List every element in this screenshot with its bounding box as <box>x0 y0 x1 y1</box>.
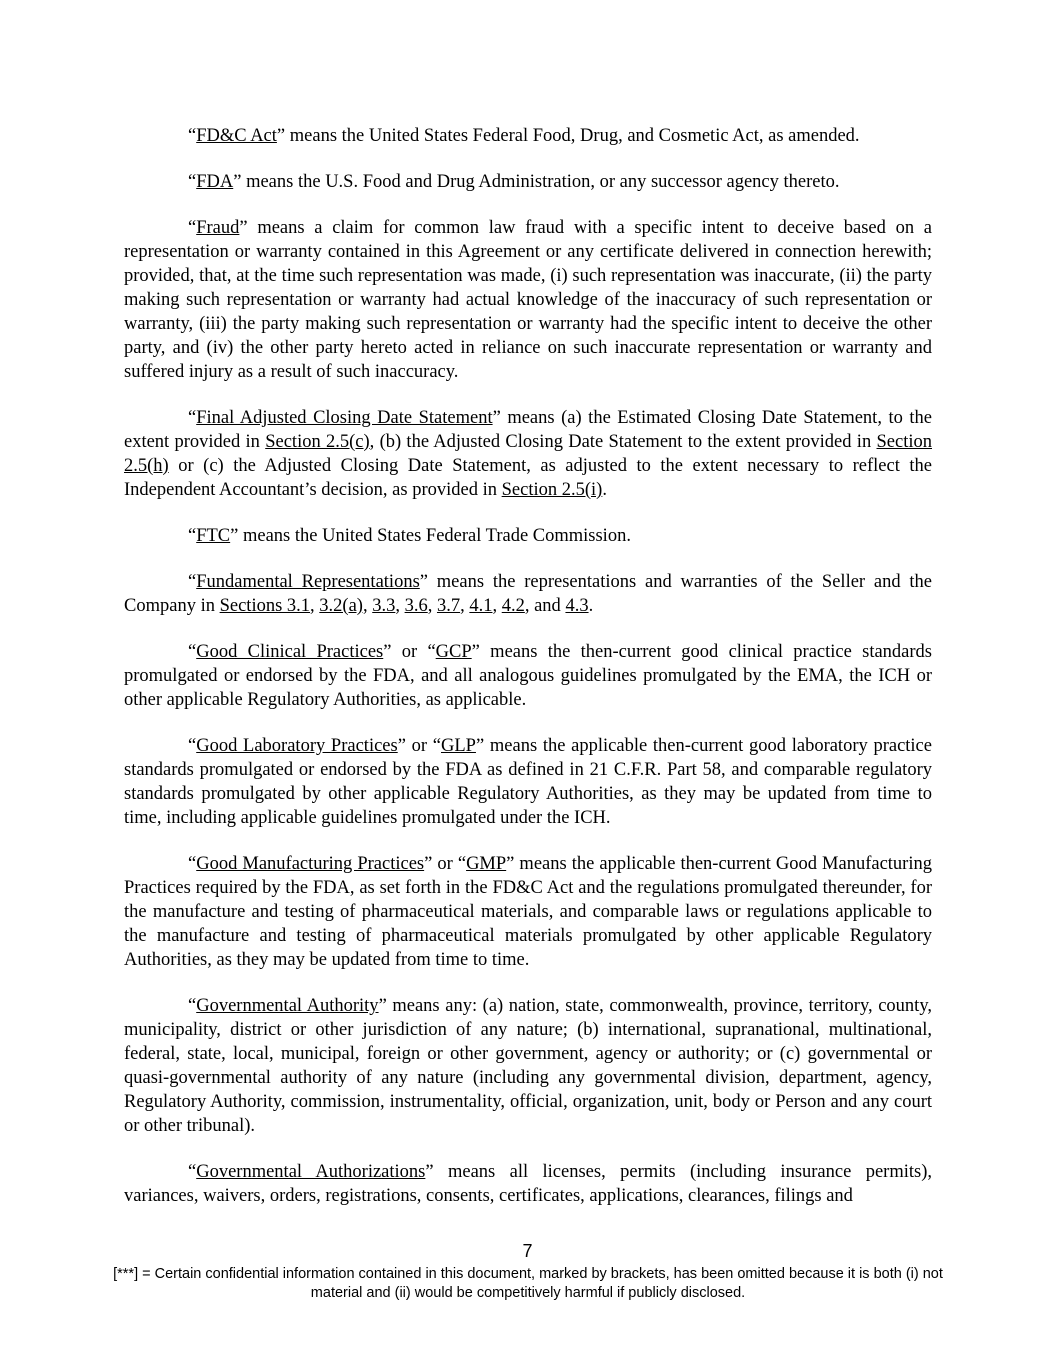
defined-term: Fundamental Representations <box>196 572 420 592</box>
defined-term: Good Laboratory Practices <box>196 736 398 756</box>
defined-term: FD&C Act <box>196 126 277 146</box>
definition-good-manufacturing-practices: “Good Manufacturing Practices” or “GMP” means the applicable then-current Good Manufacturing Practices required by the FDA, as set forth in the FD&C Act and the regulations promulgated thereunder, for the manufacture and testing of pharmaceutical materials, and comparable laws or regulations applicable to the manufacture and testing of pharmaceutical materials promulgated by other applicable Regulatory Authorities, as they may be updated from time to time. <box>124 854 932 970</box>
defined-term: Governmental Authority <box>196 996 379 1016</box>
section-reference: 3.2(a) <box>319 596 363 616</box>
confidentiality-footnote: [***] = Certain confidential information contained in this document, marked by brackets, has been omitted because it is both (i) not material and (ii) would be competitively harmful if publicly disclosed. <box>113 1266 943 1301</box>
defined-term: Governmental Authorizations <box>196 1162 426 1182</box>
definition-good-laboratory-practices: “Good Laboratory Practices” or “GLP” means the applicable then-current good laboratory practice standards promulgated or endorsed by the FDA as defined in 21 C.F.R. Part 58, and comparable regulatory standards promulgated by other applicable Regulatory Authorities, as they may be updated from time to time, including applicable guidelines promulgated under the ICH. <box>124 736 932 828</box>
section-reference: 3.3 <box>372 596 396 616</box>
section-reference: 3.7 <box>436 596 461 616</box>
definition-fundamental-representations: “Fundamental Representations” means the representations and warranties of the Seller and the Company in Sections 3.1, 3.2(a), 3.3, 3.6, 3.7, 4.1, 4.2, and 4.3. <box>124 572 932 616</box>
page-number: 7 <box>522 1241 533 1261</box>
section-reference: 4.2 <box>501 596 525 616</box>
section-reference: 3.6 <box>404 596 428 616</box>
defined-term: Final Adjusted Closing Date Statement <box>196 408 493 428</box>
defined-term: Good Clinical Practices <box>196 642 384 662</box>
defined-term: Good Manufacturing Practices <box>196 854 425 874</box>
definition-text: means the U.S. Food and Drug Administration, or any successor agency thereto. <box>241 172 840 192</box>
definition-text: means the United States Federal Food, Drug, and Cosmetic Act, as amended. <box>285 126 860 146</box>
definition-text: means the applicable then-current Good Manufacturing Practices required by the FDA, as set forth in the FD&C Act and the regulations promulgated thereunder, for the manufacture and testing of pharmaceutical materials, and comparable laws or regulations applicable to the manufacture and testing of pharmaceutical materials promulgated by other applicable Regulatory Authorities, as they may be updated from time to time. <box>124 854 932 970</box>
defined-term-abbreviation: GCP <box>435 642 472 662</box>
defined-term: Fraud <box>196 218 240 238</box>
definition-governmental-authority: “Governmental Authority” means any: (a) nation, state, commonwealth, province, territory, county, municipality, district or other jurisdiction of any nature; (b) international, supranational, multinational, federal, state, local, municipal, foreign or other government, agency or authority; or (c) governmental or quasi-governmental authority of any nature (including any governmental division, department, agency, Regulatory Authority, commission, instrumentality, official, organization, unit, body or Person and any court or other tribunal). <box>124 996 932 1136</box>
section-reference: Section 2.5(h) <box>124 432 932 476</box>
definition-fraud: “Fraud” means a claim for common law fraud with a specific intent to deceive based on a representation or warranty contained in this Agreement or any certificate delivered in connection herewith; provided, that, at the time such representation was made, (i) such representation was inaccurate, (ii) the party making such representation or warranty had actual knowledge of the inaccuracy of such representation or warranty, (iii) the party making such representation or warranty had the specific intent to deceive the other party, and (iv) the other party hereto acted in reliance on such inaccurate representation or warranty and suffered injury as a result of such inaccuracy. <box>124 218 932 382</box>
section-reference: Section 2.5(c) <box>265 432 370 452</box>
section-reference: 4.3 <box>565 596 589 616</box>
defined-term: FTC <box>196 526 231 546</box>
definition-text: means all licenses, permits (including insurance permits), variances, waivers, orders, registrations, consents, certificates, applications, clearances, filings and <box>124 1162 932 1206</box>
section-reference: Section 2.5(i) <box>501 480 603 500</box>
definition-text: means the United States Federal Trade Commission. <box>238 526 631 546</box>
defined-term-abbreviation: GMP <box>466 854 507 874</box>
definition-good-clinical-practices: “Good Clinical Practices” or “GCP” means the then-current good clinical practice standards promulgated or endorsed by the FDA, and all analogous guidelines promulgated by the EMA, the ICH or other applicable Regulatory Authorities, as applicable. <box>124 642 932 710</box>
definition-text: means the applicable then-current good laboratory practice standards promulgated or endorsed by the FDA as defined in 21 C.F.R. Part 58, and comparable regulatory standards promulgated by other applicable Regulatory Authorities, as they may be updated from time to time, including applicable guidelines promulgated under the ICH. <box>124 736 932 828</box>
definition-fda: “FDA” means the U.S. Food and Drug Administration, or any successor agency thereto. <box>188 172 840 192</box>
definition-ftc: “FTC” means the United States Federal Trade Commission. <box>188 526 631 546</box>
definitions-body <box>124 124 932 1208</box>
defined-term-abbreviation: GLP <box>441 736 476 756</box>
definition-text: means any: (a) nation, state, commonwealth, province, territory, county, municipality, district or other jurisdiction of any nature; (b) international, supranational, multinational, federal, state, local, municipal, foreign or other government, agency or authority; or (c) governmental or quasi-governmental authority of any nature (including any governmental division, department, agency, Regulatory Authority, commission, instrumentality, official, organization, unit, body or Person and any court or other tribunal). <box>124 996 932 1136</box>
section-reference: 4.1 <box>469 596 493 616</box>
definition-text: means a claim for common law fraud with a specific intent to deceive based on a representation or warranty contained in this Agreement or any certificate delivered in connection herewith; provided, that, at the time such representation was made, (i) such representation was inaccurate, (ii) the party making such representation or warranty had actual knowledge of the inaccuracy of such representation or warranty, (iii) the party making such representation or warranty had the specific intent to deceive the other party, and (iv) the other party hereto acted in reliance on such inaccurate representation or warranty and suffered injury as a result of such inaccuracy. <box>124 218 932 382</box>
definition-text: means the then-current good clinical practice standards promulgated or endorsed by the FDA, and all analogous guidelines promulgated by the EMA, the ICH or other applicable Regulatory Authorities, as applicable. <box>124 642 932 710</box>
defined-term: FDA <box>196 172 234 192</box>
definition-final-adjusted-closing-date-statement: “Final Adjusted Closing Date Statement” means (a) the Estimated Closing Date Statement, to the extent provided in Section 2.5(c), (b) the Adjusted Closing Date Statement to the extent provided in Section 2.5(h) or (c) the Adjusted Closing Date Statement, as adjusted to the extent necessary to reflect the Independent Accountant’s decision, as provided in Section 2.5(i). <box>124 408 932 500</box>
definition-governmental-authorizations: “Governmental Authorizations” means all licenses, permits (including insurance permits), variances, waivers, orders, registrations, consents, certificates, applications, clearances, filings and <box>124 1162 932 1206</box>
section-reference: Sections 3.1 <box>219 596 311 616</box>
definition-fdc-act: “FD&C Act” means the United States Federal Food, Drug, and Cosmetic Act, as amended. <box>188 126 860 146</box>
